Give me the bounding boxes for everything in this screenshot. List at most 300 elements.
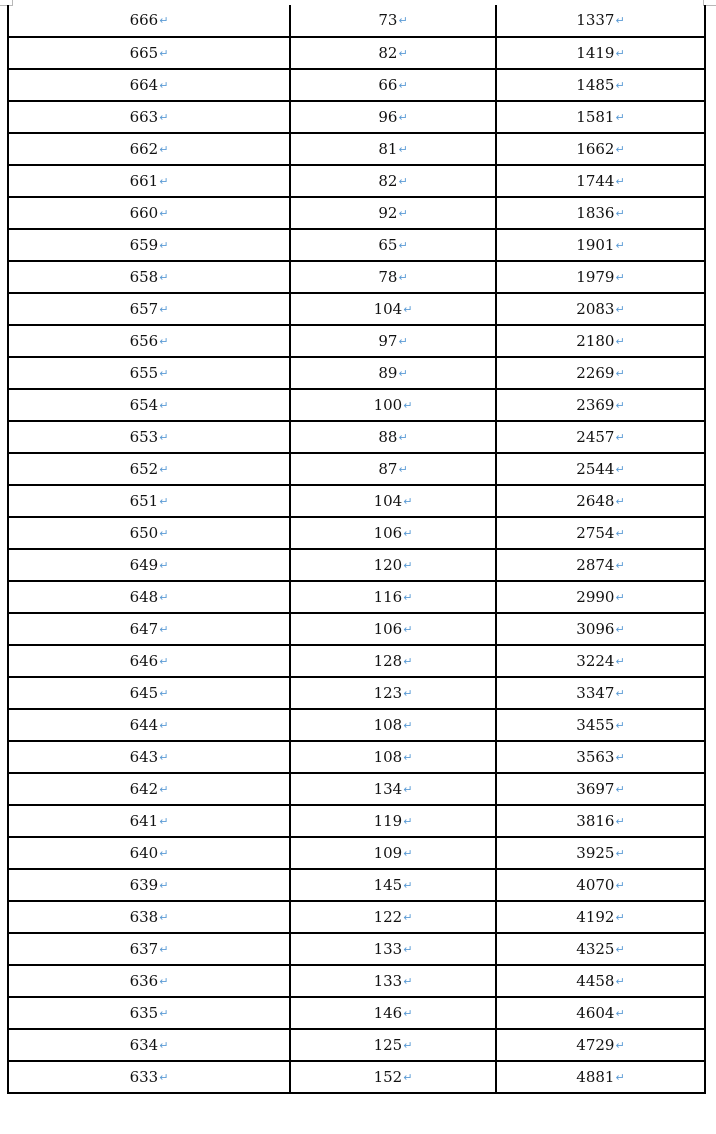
cumulative-count-cell[interactable] (496, 421, 705, 453)
cell-value: 4192 (576, 907, 615, 926)
cell-value: 635 (129, 1003, 159, 1022)
paragraph-mark-icon: ↵ (403, 718, 413, 732)
cell-value: 128 (373, 651, 403, 670)
paragraph-mark-icon: ↵ (398, 110, 408, 124)
cell-value: 1836 (576, 203, 615, 222)
cell-value: 89 (378, 363, 398, 382)
count-cell[interactable] (290, 709, 496, 741)
paragraph-mark-icon: ↵ (159, 782, 169, 796)
score-cell[interactable] (8, 741, 290, 773)
paragraph-mark-icon: ↵ (159, 974, 169, 988)
table-row (8, 869, 705, 901)
count-cell[interactable] (290, 389, 496, 421)
cell-value: 645 (129, 683, 159, 702)
count-cell[interactable] (290, 5, 496, 37)
paragraph-mark-icon: ↵ (159, 814, 169, 828)
table-row (8, 229, 705, 261)
cell-value: 664 (129, 75, 159, 94)
cell-value: 116 (373, 587, 403, 606)
cell-value: 73 (378, 11, 398, 29)
table-row (8, 965, 705, 997)
cell-value: 88 (378, 427, 398, 446)
cell-value: 120 (373, 555, 403, 574)
count-cell[interactable] (290, 1061, 496, 1093)
cumulative-count-cell[interactable] (496, 133, 705, 165)
cell-value: 1662 (576, 139, 615, 158)
table-row (8, 901, 705, 933)
cell-value: 133 (373, 971, 403, 990)
count-cell[interactable] (290, 645, 496, 677)
cumulative-count-cell[interactable] (496, 261, 705, 293)
cumulative-count-cell[interactable] (496, 581, 705, 613)
cell-value: 2269 (576, 363, 615, 382)
cell-value: 639 (129, 875, 159, 894)
paragraph-mark-icon: ↵ (398, 238, 408, 252)
table-row (8, 517, 705, 549)
cell-value: 2648 (576, 491, 615, 510)
paragraph-mark-icon: ↵ (403, 814, 413, 828)
cumulative-count-cell[interactable] (496, 229, 705, 261)
score-cell[interactable] (8, 229, 290, 261)
paragraph-mark-icon: ↵ (159, 942, 169, 956)
paragraph-mark-icon: ↵ (615, 590, 625, 604)
table-row (8, 133, 705, 165)
score-cell[interactable] (8, 293, 290, 325)
score-cell[interactable] (8, 453, 290, 485)
cumulative-count-cell[interactable] (496, 677, 705, 709)
paragraph-mark-icon: ↵ (403, 398, 413, 412)
score-cell[interactable] (8, 5, 290, 37)
score-cell[interactable] (8, 197, 290, 229)
cell-value: 2544 (576, 459, 615, 478)
count-cell[interactable] (290, 69, 496, 101)
score-cell[interactable] (8, 517, 290, 549)
paragraph-mark-icon: ↵ (615, 1038, 625, 1052)
paragraph-mark-icon: ↵ (159, 238, 169, 252)
cell-value: 106 (373, 619, 403, 638)
table-row (8, 5, 705, 37)
cumulative-count-cell[interactable] (496, 869, 705, 901)
cell-value: 4604 (576, 1003, 615, 1022)
cell-value: 3563 (576, 747, 615, 766)
paragraph-mark-icon: ↵ (159, 654, 169, 668)
cell-value: 651 (129, 491, 159, 510)
paragraph-mark-icon: ↵ (615, 78, 625, 92)
score-cell[interactable] (8, 325, 290, 357)
paragraph-mark-icon: ↵ (159, 366, 169, 380)
cell-value: 4325 (576, 939, 615, 958)
cell-value: 633 (129, 1067, 159, 1086)
count-cell[interactable] (290, 325, 496, 357)
paragraph-mark-icon: ↵ (159, 78, 169, 92)
score-cell[interactable] (8, 421, 290, 453)
cell-value: 3096 (576, 619, 615, 638)
count-cell[interactable] (290, 933, 496, 965)
cell-value: 649 (129, 555, 159, 574)
paragraph-mark-icon: ↵ (398, 142, 408, 156)
score-cell[interactable] (8, 357, 290, 389)
cell-value: 100 (373, 395, 403, 414)
score-cell[interactable] (8, 1061, 290, 1093)
paragraph-mark-icon: ↵ (398, 174, 408, 188)
paragraph-mark-icon: ↵ (159, 14, 169, 27)
paragraph-mark-icon: ↵ (159, 206, 169, 220)
cell-value: 145 (373, 875, 403, 894)
paragraph-mark-icon: ↵ (615, 14, 625, 27)
cell-value: 2457 (576, 427, 615, 446)
cumulative-count-cell[interactable] (496, 901, 705, 933)
score-cell[interactable] (8, 37, 290, 69)
count-cell[interactable] (290, 997, 496, 1029)
score-cell[interactable] (8, 261, 290, 293)
score-cell[interactable] (8, 101, 290, 133)
paragraph-mark-icon: ↵ (159, 462, 169, 476)
cell-value: 636 (129, 971, 159, 990)
table-row (8, 69, 705, 101)
cell-value: 3224 (576, 651, 615, 670)
cell-value: 82 (378, 171, 398, 190)
paragraph-mark-icon: ↵ (403, 654, 413, 668)
cell-value: 643 (129, 747, 159, 766)
count-cell[interactable] (290, 869, 496, 901)
score-cell[interactable] (8, 133, 290, 165)
cell-value: 2369 (576, 395, 615, 414)
table-row (8, 933, 705, 965)
paragraph-mark-icon: ↵ (159, 302, 169, 316)
table-row (8, 805, 705, 837)
cumulative-count-cell[interactable] (496, 165, 705, 197)
cell-value: 653 (129, 427, 159, 446)
paragraph-mark-icon: ↵ (403, 622, 413, 636)
paragraph-mark-icon: ↵ (159, 430, 169, 444)
count-cell[interactable] (290, 613, 496, 645)
score-cell[interactable] (8, 677, 290, 709)
cell-value: 3347 (576, 683, 615, 702)
paragraph-mark-icon: ↵ (159, 846, 169, 860)
paragraph-mark-icon: ↵ (159, 622, 169, 636)
paragraph-mark-icon: ↵ (403, 526, 413, 540)
table-row (8, 773, 705, 805)
paragraph-mark-icon: ↵ (159, 750, 169, 764)
count-cell[interactable] (290, 965, 496, 997)
cumulative-count-cell[interactable] (496, 965, 705, 997)
score-cell[interactable] (8, 709, 290, 741)
cell-value: 2083 (576, 299, 615, 318)
paragraph-mark-icon: ↵ (615, 238, 625, 252)
cumulative-count-cell[interactable] (496, 389, 705, 421)
cell-value: 1581 (576, 107, 615, 126)
paragraph-mark-icon: ↵ (615, 910, 625, 924)
paragraph-mark-icon: ↵ (615, 398, 625, 412)
paragraph-mark-icon: ↵ (615, 654, 625, 668)
cumulative-count-cell[interactable] (496, 613, 705, 645)
count-cell[interactable] (290, 1029, 496, 1061)
score-cell[interactable] (8, 69, 290, 101)
cell-value: 658 (129, 267, 159, 286)
count-cell[interactable] (290, 837, 496, 869)
cell-value: 109 (373, 843, 403, 862)
score-cell[interactable] (8, 645, 290, 677)
paragraph-mark-icon: ↵ (159, 686, 169, 700)
paragraph-mark-icon: ↵ (159, 174, 169, 188)
cumulative-count-cell[interactable] (496, 805, 705, 837)
score-cell[interactable] (8, 485, 290, 517)
paragraph-mark-icon: ↵ (159, 270, 169, 284)
cell-value: 648 (129, 587, 159, 606)
score-cell[interactable] (8, 997, 290, 1029)
paragraph-mark-icon: ↵ (403, 942, 413, 956)
cell-value: 4070 (576, 875, 615, 894)
paragraph-mark-icon: ↵ (159, 1006, 169, 1020)
count-cell[interactable] (290, 101, 496, 133)
paragraph-mark-icon: ↵ (159, 878, 169, 892)
cumulative-count-cell[interactable] (496, 933, 705, 965)
count-cell[interactable] (290, 197, 496, 229)
count-cell[interactable] (290, 133, 496, 165)
cell-value: 122 (373, 907, 403, 926)
cell-value: 4458 (576, 971, 615, 990)
cell-value: 108 (373, 715, 403, 734)
cumulative-count-cell[interactable] (496, 645, 705, 677)
paragraph-mark-icon: ↵ (615, 526, 625, 540)
cell-value: 104 (373, 491, 403, 510)
paragraph-mark-icon: ↵ (615, 430, 625, 444)
paragraph-mark-icon: ↵ (398, 78, 408, 92)
paragraph-mark-icon: ↵ (615, 142, 625, 156)
score-cell[interactable] (8, 389, 290, 421)
paragraph-mark-icon: ↵ (403, 494, 413, 508)
paragraph-mark-icon: ↵ (615, 334, 625, 348)
paragraph-mark-icon: ↵ (159, 334, 169, 348)
cell-value: 104 (373, 299, 403, 318)
cumulative-count-cell[interactable] (496, 1029, 705, 1061)
paragraph-mark-icon: ↵ (615, 174, 625, 188)
cell-value: 97 (378, 331, 398, 350)
paragraph-mark-icon: ↵ (615, 302, 625, 316)
cell-value: 640 (129, 843, 159, 862)
table-row (8, 357, 705, 389)
table-row (8, 197, 705, 229)
cell-value: 106 (373, 523, 403, 542)
cell-value: 4881 (576, 1067, 615, 1086)
cumulative-count-cell[interactable] (496, 549, 705, 581)
table-row (8, 677, 705, 709)
count-cell[interactable] (290, 453, 496, 485)
paragraph-mark-icon: ↵ (403, 1006, 413, 1020)
score-cell[interactable] (8, 581, 290, 613)
paragraph-mark-icon: ↵ (615, 718, 625, 732)
paragraph-mark-icon: ↵ (403, 878, 413, 892)
table-row (8, 485, 705, 517)
cumulative-count-cell[interactable] (496, 69, 705, 101)
paragraph-mark-icon: ↵ (615, 270, 625, 284)
cell-value: 652 (129, 459, 159, 478)
cell-value: 66 (378, 75, 398, 94)
count-cell[interactable] (290, 741, 496, 773)
cumulative-count-cell[interactable] (496, 101, 705, 133)
cumulative-count-cell[interactable] (496, 485, 705, 517)
score-cell[interactable] (8, 773, 290, 805)
cell-value: 78 (378, 267, 398, 286)
score-cell[interactable] (8, 165, 290, 197)
table-row (8, 389, 705, 421)
paragraph-mark-icon: ↵ (398, 46, 408, 60)
paragraph-mark-icon: ↵ (615, 750, 625, 764)
paragraph-mark-icon: ↵ (159, 910, 169, 924)
cell-value: 2874 (576, 555, 615, 574)
paragraph-mark-icon: ↵ (403, 302, 413, 316)
cell-value: 1901 (576, 235, 615, 254)
table-row (8, 165, 705, 197)
paragraph-mark-icon: ↵ (615, 974, 625, 988)
cumulative-count-cell[interactable] (496, 37, 705, 69)
count-cell[interactable] (290, 229, 496, 261)
paragraph-mark-icon: ↵ (615, 814, 625, 828)
count-cell[interactable] (290, 485, 496, 517)
table-row (8, 261, 705, 293)
cumulative-count-cell[interactable] (496, 197, 705, 229)
cell-value: 642 (129, 779, 159, 798)
score-cell[interactable] (8, 901, 290, 933)
cumulative-count-cell[interactable] (496, 997, 705, 1029)
cell-value: 2754 (576, 523, 615, 542)
cell-value: 660 (129, 203, 159, 222)
cumulative-count-cell[interactable] (496, 517, 705, 549)
paragraph-mark-icon: ↵ (159, 1038, 169, 1052)
score-cell[interactable] (8, 549, 290, 581)
paragraph-mark-icon: ↵ (159, 558, 169, 572)
paragraph-mark-icon: ↵ (615, 1070, 625, 1084)
count-cell[interactable] (290, 677, 496, 709)
cumulative-count-cell[interactable] (496, 453, 705, 485)
cell-value: 3455 (576, 715, 615, 734)
paragraph-mark-icon: ↵ (398, 14, 408, 27)
score-cell[interactable] (8, 1029, 290, 1061)
cell-value: 1979 (576, 267, 615, 286)
paragraph-mark-icon: ↵ (403, 590, 413, 604)
count-cell[interactable] (290, 293, 496, 325)
paragraph-mark-icon: ↵ (403, 846, 413, 860)
paragraph-mark-icon: ↵ (615, 46, 625, 60)
score-cell[interactable] (8, 869, 290, 901)
cell-value: 65 (378, 235, 398, 254)
paragraph-mark-icon: ↵ (159, 590, 169, 604)
table-row (8, 709, 705, 741)
count-cell[interactable] (290, 37, 496, 69)
paragraph-mark-icon: ↵ (615, 846, 625, 860)
cell-value: 2180 (576, 331, 615, 350)
paragraph-mark-icon: ↵ (615, 622, 625, 636)
cell-value: 646 (129, 651, 159, 670)
cell-value: 641 (129, 811, 159, 830)
cell-value: 644 (129, 715, 159, 734)
count-cell[interactable] (290, 165, 496, 197)
paragraph-mark-icon: ↵ (615, 942, 625, 956)
paragraph-mark-icon: ↵ (615, 782, 625, 796)
cumulative-count-cell[interactable] (496, 5, 705, 37)
cell-value: 134 (373, 779, 403, 798)
cell-value: 665 (129, 43, 159, 62)
table-row (8, 293, 705, 325)
paragraph-mark-icon: ↵ (615, 366, 625, 380)
cumulative-count-cell[interactable] (496, 357, 705, 389)
cell-value: 659 (129, 235, 159, 254)
paragraph-mark-icon: ↵ (615, 494, 625, 508)
cumulative-count-cell[interactable] (496, 837, 705, 869)
cell-value: 3697 (576, 779, 615, 798)
count-cell[interactable] (290, 805, 496, 837)
count-cell[interactable] (290, 901, 496, 933)
paragraph-mark-icon: ↵ (159, 1070, 169, 1084)
count-cell[interactable] (290, 773, 496, 805)
count-cell[interactable] (290, 549, 496, 581)
count-cell[interactable] (290, 517, 496, 549)
table-row (8, 1029, 705, 1061)
score-cell[interactable] (8, 805, 290, 837)
cell-value: 661 (129, 171, 159, 190)
table-row (8, 581, 705, 613)
score-cell[interactable] (8, 837, 290, 869)
paragraph-mark-icon: ↵ (398, 270, 408, 284)
cumulative-count-cell[interactable] (496, 1061, 705, 1093)
cumulative-count-cell[interactable] (496, 773, 705, 805)
cell-value: 657 (129, 299, 159, 318)
table-row (8, 453, 705, 485)
score-cell[interactable] (8, 613, 290, 645)
count-cell[interactable] (290, 421, 496, 453)
cell-value: 133 (373, 939, 403, 958)
cumulative-count-cell[interactable] (496, 293, 705, 325)
table-row (8, 741, 705, 773)
cell-value: 125 (373, 1035, 403, 1054)
count-cell[interactable] (290, 581, 496, 613)
paragraph-mark-icon: ↵ (159, 526, 169, 540)
paragraph-mark-icon: ↵ (159, 46, 169, 60)
cell-value: 637 (129, 939, 159, 958)
paragraph-mark-icon: ↵ (159, 110, 169, 124)
cell-value: 1744 (576, 171, 615, 190)
cell-value: 146 (373, 1003, 403, 1022)
paragraph-mark-icon: ↵ (398, 430, 408, 444)
table-row (8, 325, 705, 357)
score-cell[interactable] (8, 965, 290, 997)
table-row (8, 1061, 705, 1093)
score-cell[interactable] (8, 933, 290, 965)
cell-value: 650 (129, 523, 159, 542)
paragraph-mark-icon: ↵ (159, 494, 169, 508)
paragraph-mark-icon: ↵ (159, 142, 169, 156)
paragraph-mark-icon: ↵ (403, 686, 413, 700)
cell-value: 656 (129, 331, 159, 350)
cumulative-count-cell[interactable] (496, 741, 705, 773)
cumulative-count-cell[interactable] (496, 325, 705, 357)
cell-value: 108 (373, 747, 403, 766)
cell-value: 654 (129, 395, 159, 414)
count-cell[interactable] (290, 357, 496, 389)
table-row (8, 37, 705, 69)
cell-value: 634 (129, 1035, 159, 1054)
cumulative-count-cell[interactable] (496, 709, 705, 741)
paragraph-mark-icon: ↵ (159, 398, 169, 412)
paragraph-mark-icon: ↵ (403, 750, 413, 764)
cell-value: 655 (129, 363, 159, 382)
table-row (8, 645, 705, 677)
cell-value: 666 (129, 11, 159, 29)
paragraph-mark-icon: ↵ (615, 1006, 625, 1020)
paragraph-mark-icon: ↵ (403, 910, 413, 924)
count-cell[interactable] (290, 261, 496, 293)
table-row (8, 613, 705, 645)
